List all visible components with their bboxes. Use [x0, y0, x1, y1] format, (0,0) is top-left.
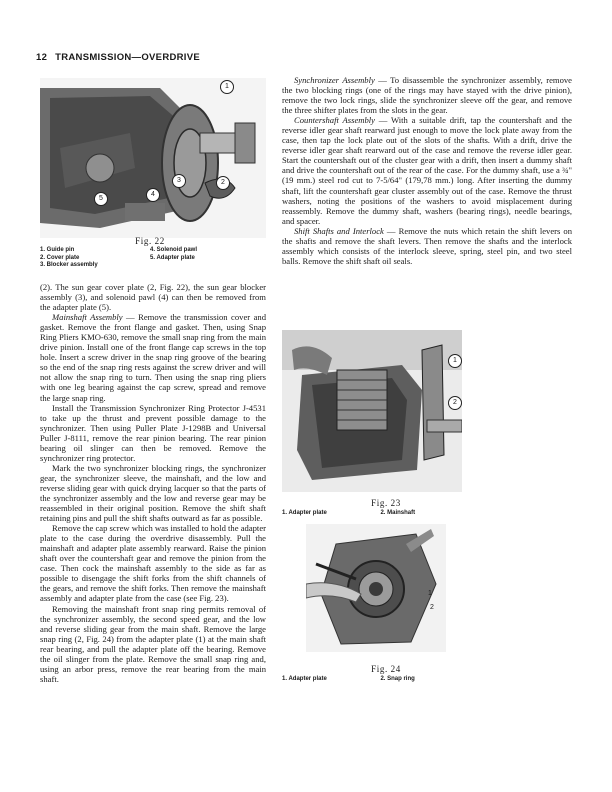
fig22-callout-3: 3: [172, 174, 186, 188]
paragraph: Install the Transmission Synchronizer Ring Protector J-4531 to take up the thrust and prevent possible damage to the synchronizer. Then using Puller Plate J-1298B and Universal Puller J-8111, remove the rear pinion bearing. The rear pinion bearing oil slinger can then be removed. Remove the synchronizer ring protector.: [40, 402, 266, 463]
left-column-text: [40, 282, 266, 684]
subheading: Countershaft Assembly: [294, 115, 375, 126]
legend-item: 2. Snap ring: [380, 676, 415, 682]
paragraph: Remove the cap screw which was installed to hold the adapter plate to the case during the overdrive disassembly. Pull the mainshaft and adapter plate assembly rearward. Raise the pinion shaft over the countershaft gear and remove the pinion from the case. Then cock the mainshaft assembly to the side as far as possible to disengage the shift forks from the shift channels of the gears, and remove the shift forks. Then remove the mainshaft assembly and adapter plate from the case (see Fig. 23).: [40, 523, 266, 604]
fig24-callout-2: 2: [430, 604, 434, 611]
legend-item: 1. Guide pin: [40, 247, 75, 253]
legend-row: [282, 676, 582, 684]
figure-24-photo: [306, 524, 446, 652]
figure-23-legend: [282, 510, 582, 518]
figure-22-caption: Fig. 22: [135, 236, 165, 246]
right-column-text: [282, 75, 572, 266]
paragraph: (2). The sun gear cover plate (2, Fig. 22), the sun gear blocker assembly (3), and solenoid pawl (4) can then be removed from the adapter plate (5).: [40, 282, 266, 313]
paragraph: Removing the mainshaft front snap ring permits removal of the synchronizer assembly, the second speed gear, and the low and reverse sliding gear from the main shaft. Remove the large snap ring (2, Fig. 24) from the adapter plate (1) at the main shaft rear bearing, and pull the adapter plate off the bearing. Remove the oil slinger from the plate. Remove the small snap ring and, using an arbor press, remove the rear bearing from the main shaft.: [40, 603, 266, 684]
paragraph: Mainshaft Assembly — Remove the transmission cover and gasket. Remove the front flange and gasket. Then, using Snap Ring Pliers KMO-630, remove the small snap ring from the main drive pinion. Install one of the front flange cap screws in the top hole. Insert a screw driver in the snap ring groove of the bearing so the end of the snap ring rests against the screw driver and will not allow the snap ring to turn. Then using the snap ring pliers with one leg bearing against the cap screw, spread and remove the large snap ring.: [40, 312, 266, 403]
legend-item: 2. Cover plate: [40, 254, 80, 261]
legend-item: 3. Blocker assembly: [40, 262, 98, 268]
fig22-callout-4: 4: [146, 188, 160, 202]
figure-24-legend: [282, 676, 582, 684]
paragraph: Synchronizer Assembly — To disassemble the synchronizer assembly, remove the two blocking rings (one of the rings may have stayed with the drive pinion), remove the two lock rings, slide the synchronizer sleeve off the gear, and remove the three shifter plates from the slots in the gear.: [282, 75, 572, 116]
subheading: Mainshaft Assembly: [52, 312, 123, 323]
fig23-callout-2: 2: [448, 396, 462, 410]
figure-24-caption: Fig. 24: [371, 664, 401, 674]
section-title: TRANSMISSION—OVERDRIVE: [55, 52, 201, 63]
legend-item: 1. Adapter plate: [282, 510, 327, 516]
page-header: [36, 52, 576, 63]
fig23-callout-1: 1: [448, 354, 462, 368]
paragraph: Mark the two synchronizer blocking rings, the synchronizer gear, the synchronizer sleeve, the mainshaft, and the low and reverse sliding gear with quick drying lacquer so that the parts of the synchronizer assembly and the low and reverse gear may be reassembled in their original position. Remove the shift shaft retaining pins and pull the shift shafts outward as far as possible.: [40, 462, 266, 524]
subheading: Synchronizer Assembly: [294, 75, 375, 85]
figure-22-legend: [40, 247, 150, 270]
fig22-callout-1: 1: [220, 80, 234, 94]
fig22-callout-2: 2: [216, 176, 230, 190]
legend-item: 4. Solenoid pawl: [150, 247, 198, 253]
legend-item: 5. Adapter plate: [150, 254, 195, 261]
page-number: 12: [36, 52, 48, 63]
legend-row: [282, 510, 582, 518]
figure-23-photo: [282, 330, 462, 492]
legend-item: 1. Adapter plate: [282, 676, 327, 682]
fig22-callout-5: 5: [94, 192, 108, 206]
subheading: Shift Shafts and Interlock: [294, 225, 384, 236]
paragraph: Countershaft Assembly — With a suitable drift, tap the countershaft and the reverse idler gear shaft rearward just enough to move the lock plate away from the case, then tap the lock plate out of the slots of the shafts. With a drift, drive the reverse idler gear shaft rearward out of the case and remove the reverse idler gear. Start the countershaft out of the cluster gear with a drift, then insert a dummy shaft and drive the countershaft out of the rear of the case. For the dummy shaft, use a ¾" (19 mm.) steel rod cut to 7-5/64" (179,78 mm.) long. After inserting the dummy shaft, lift the countershaft gear cluster assembly out of the case. Remove the thrust washers, noting the positions of the washers to avoid misplacement during reassembly. Remove the dummy shaft, washers (bearing rings), needle bearings, and spacer.: [282, 115, 572, 226]
figure-22-legend-col2: [150, 247, 260, 262]
legend-item: 2. Mainshaft: [380, 510, 416, 516]
paragraph: Shift Shafts and Interlock — Remove the nuts which retain the shift levers on the shafts and remove the shaft levers. Then remove the shafts and the interlock assembly which consists of the interlock sleeve, spring, steel pin, and two steel balls. Remove the shift shaft oil seals.: [282, 225, 573, 266]
fig24-callout-1: 1: [428, 590, 432, 597]
figure-22-photo: [40, 78, 266, 238]
figure-23-caption: Fig. 23: [371, 498, 401, 508]
